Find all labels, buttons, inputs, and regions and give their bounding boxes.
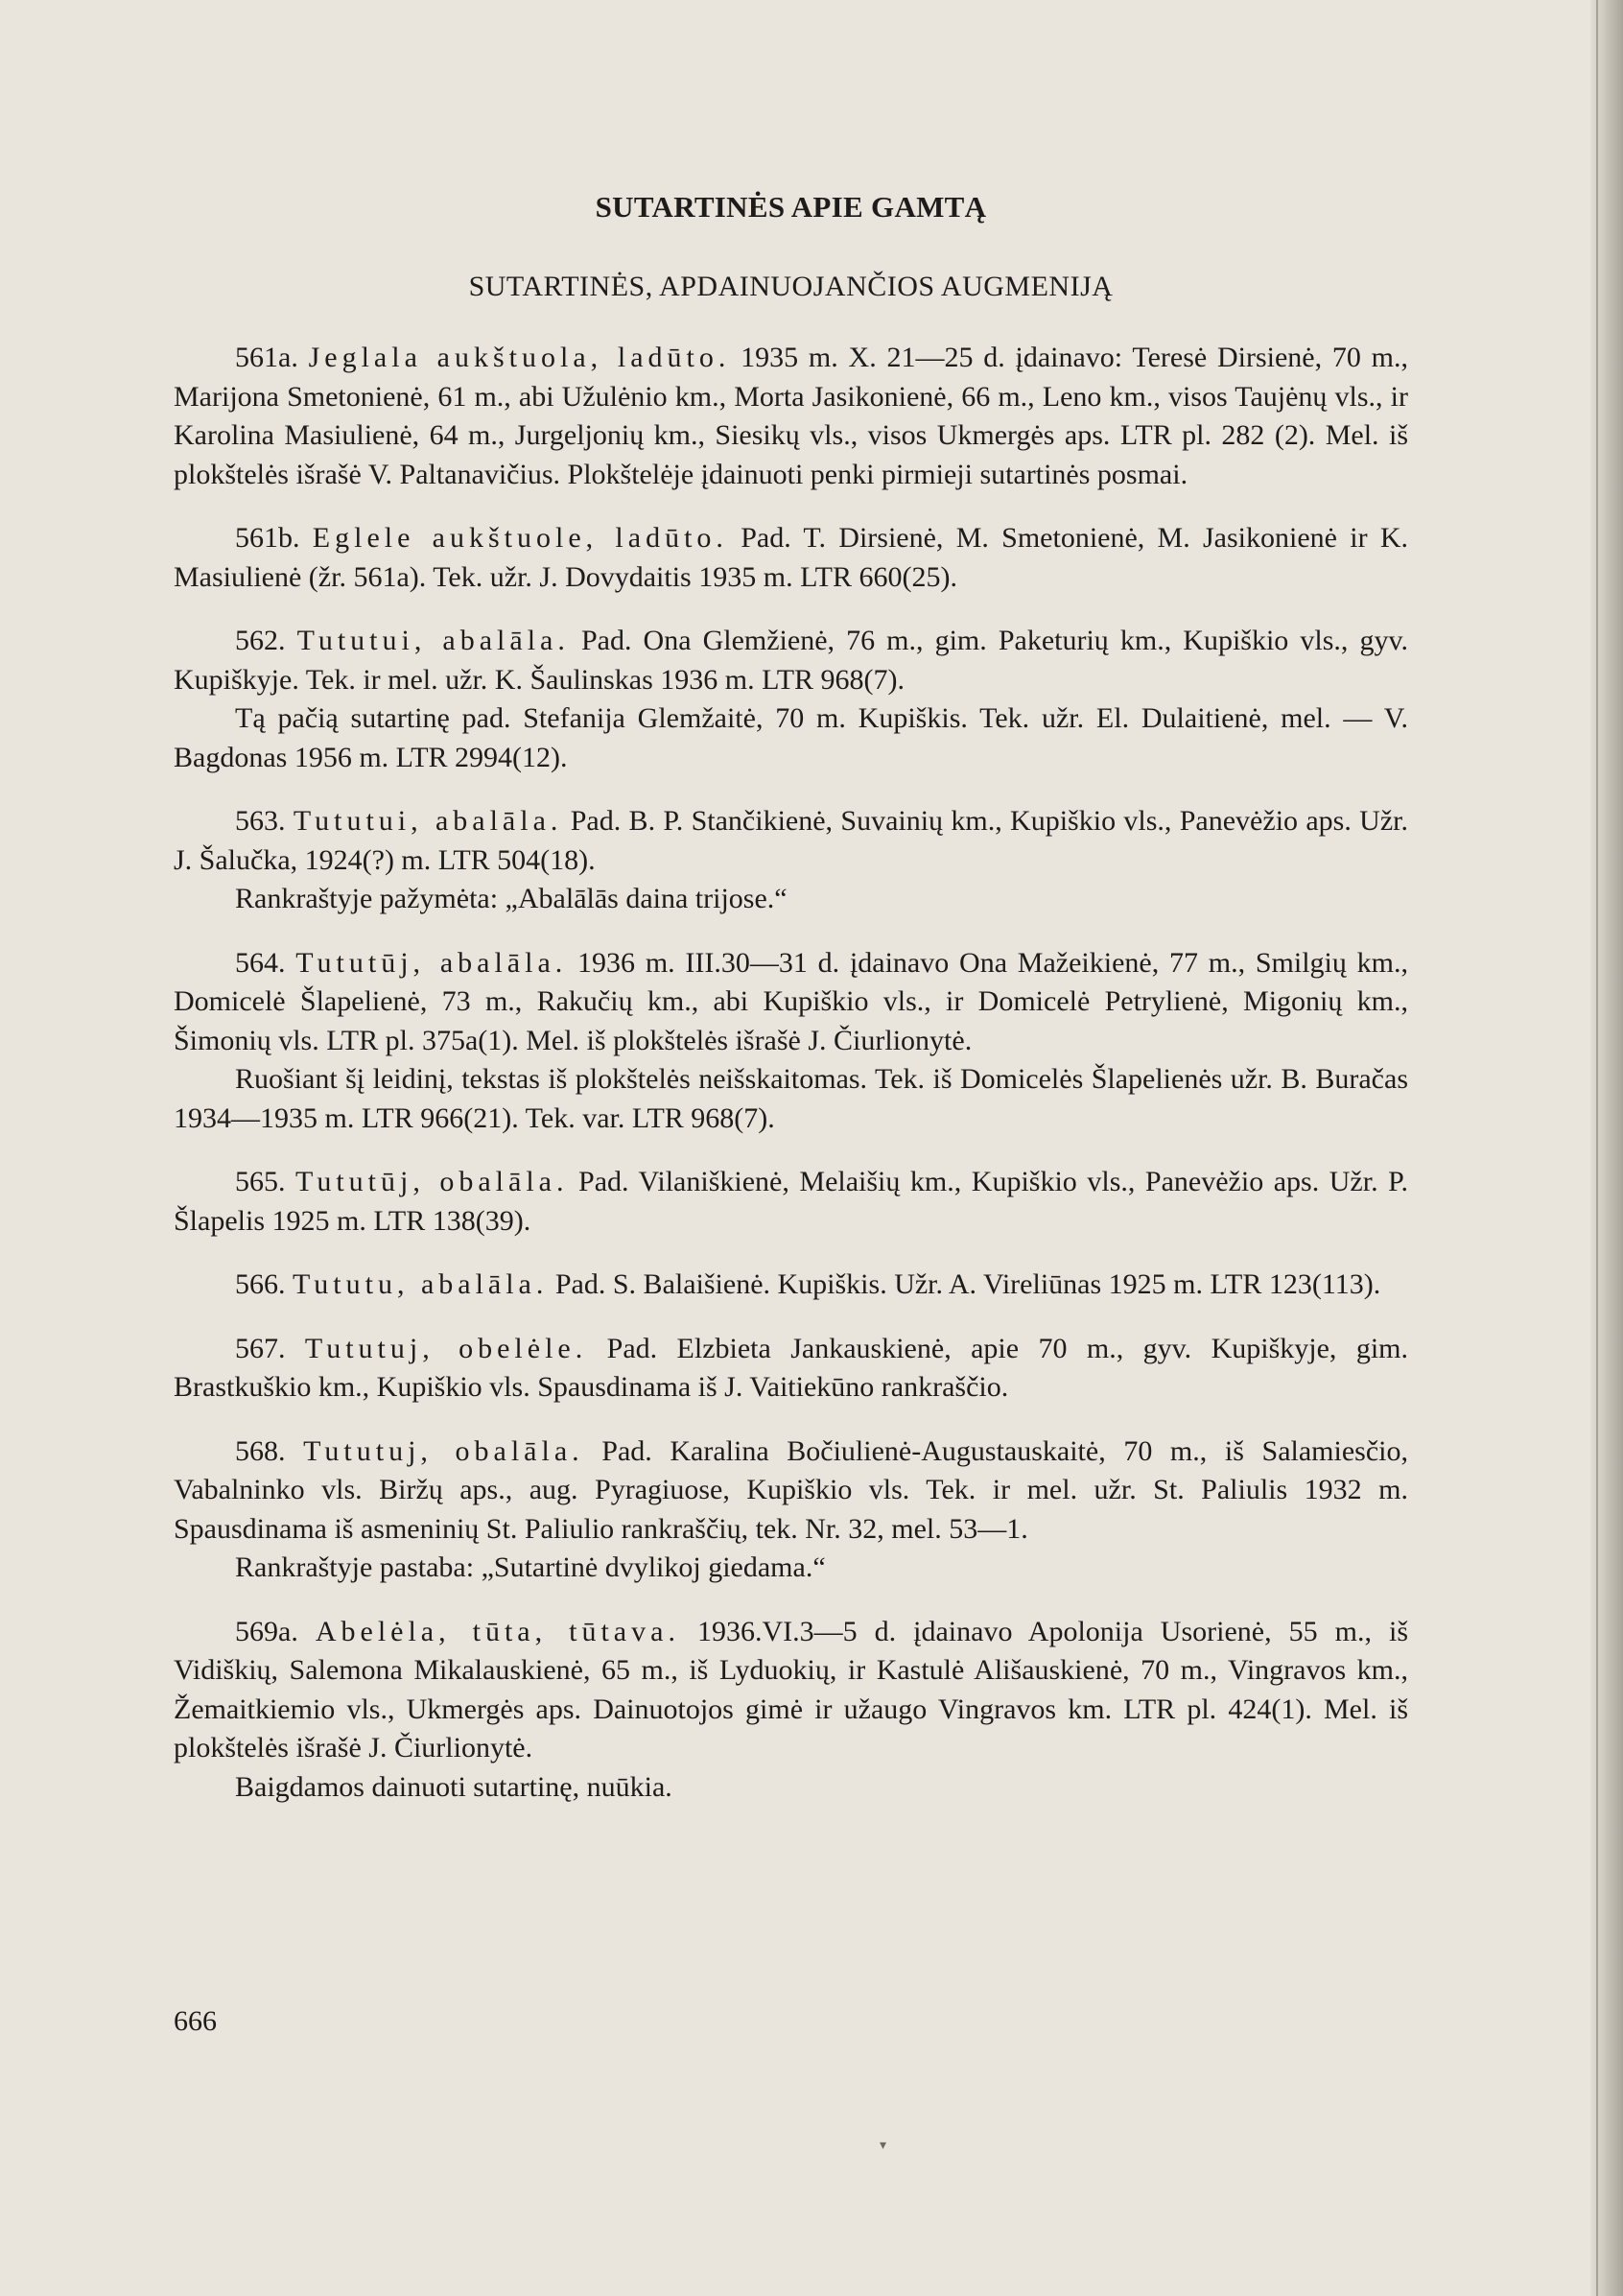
entry	[174, 802, 1408, 919]
entry-text: Ruošiant šį leidinį, tekstas iš plokštelės neišskaitomas. Tek. iš Domicelės Šlapelienės užr. B. Buračas 1934—1935 m. LTR 966(21). Tek. var. LTR 968(7).	[174, 1063, 1408, 1134]
song-title: Jeglala aukštuola, ladūto.	[308, 342, 731, 373]
entry-number: 568.	[235, 1434, 304, 1467]
entry-number: 562.	[235, 625, 297, 656]
song-title: Tututu, abalāla.	[293, 1268, 549, 1300]
entry-text: Pad. Vilaniškienė, Melaišių km., Kupiškio vls., Panevėžio aps. Užr. P. Šlapelis 1925 m. LTR 138(39).	[174, 1166, 1408, 1237]
song-title: Tututūj, abalāla.	[295, 946, 568, 979]
song-title: Tututui, abalāla.	[296, 625, 570, 656]
song-title: Tututuj, obalāla.	[303, 1434, 584, 1467]
entry-text: Tą pačią sutartinę pad. Stefanija Glemžaitė, 70 m. Kupiškis. Tek. užr. El. Dulaitienė, mel. — V. Bagdonas 1956 m. LTR 2994(12).	[174, 702, 1408, 773]
entry	[174, 339, 1408, 494]
entry-paragraph	[174, 1163, 1408, 1241]
entry-text: 1936.VI.3—5 d. įdainavo Apolonija Usorienė, 55 m., iš Vidiškių, Salemona Mikalauskienė, 65 m., iš Lyduokių, ir Kastulė Ališauskienė, 70 m., Vingravos km., Žemaitkiemio vls., Ukmergės aps. Dainuotojos gimė ir užaugo Vingravos km. LTR pl. 424(1). Mel. iš plokštelės išrašė J. Čiurlionytė.	[174, 1615, 1408, 1763]
entry	[174, 519, 1408, 597]
entry-number: 564.	[235, 946, 296, 979]
song-title: Eglele aukštuole, ladūto.	[312, 522, 728, 554]
entry-text: Rankraštyje pastaba: „Sutartinė dvylikoj giedama.“	[235, 1551, 826, 1583]
print-speck-mark: ▾	[880, 2139, 887, 2153]
entry-note-paragraph	[174, 1060, 1408, 1138]
entry-note-paragraph	[174, 1768, 1408, 1808]
entry-note-paragraph	[174, 699, 1408, 777]
entry-paragraph	[174, 1330, 1408, 1408]
song-title: Tututui, abalāla.	[293, 805, 563, 837]
entry-text: Baigdamos dainuoti sutartinę, nuūkia.	[235, 1770, 672, 1803]
entry-paragraph	[174, 1266, 1408, 1305]
page-number: 666	[174, 2005, 217, 2037]
entries-list	[174, 339, 1408, 1807]
entry-paragraph	[174, 622, 1408, 699]
song-title: Tututūj, obalāla.	[295, 1166, 569, 1197]
entry-text: Pad. S. Balaišienė. Kupiškis. Užr. A. Vireliūnas 1925 m. LTR 123(113).	[548, 1268, 1381, 1300]
entry-text: Pad. Elzbieta Jankauskienė, apie 70 m., gyv. Kupiškyje, gim. Brastkuškio km., Kupiškio vls. Spausdinama iš J. Vaitiekūno rankraščio.	[174, 1332, 1408, 1403]
entry	[174, 1432, 1408, 1588]
entry	[174, 1330, 1408, 1408]
entry-text: Pad. B. P. Stančikienė, Suvainių km., Kupiškio vls., Panevėžio aps. Užr. J. Šalučka, 1924(?) m. LTR 504(18).	[174, 805, 1408, 876]
entry-paragraph	[174, 519, 1408, 597]
book-gutter-edge	[1590, 0, 1623, 2296]
entry-number: 563.	[235, 805, 294, 837]
entry	[174, 944, 1408, 1139]
entry-number: 561b.	[235, 522, 313, 554]
entry-text: 1936 m. III.30—31 d. įdainavo Ona Mažeikienė, 77 m., Smilgių km., Domicelė Šlapelienė, 73 m., Rakučių km., abi Kupiškio vls., ir Domicelė Petrylienė, Migonių km., Šimonių vls. LTR pl. 375a(1). Mel. iš plokštelės išrašė J. Čiurlionytė.	[174, 946, 1408, 1056]
entry-text: Pad. Karalina Bočiulienė-Augustauskaitė, 70 m., iš Salamiesčio, Vabalninko vls. Biržų aps., aug. Pyragiuose, Kupiškio vls. Tek. ir mel. užr. St. Paliulis 1932 m. Spausdinama iš asmeninių St. Paliulio rankraščių, tek. Nr. 32, mel. 53—1.	[174, 1434, 1408, 1545]
song-title: Abelėla, tūta, tūtava.	[315, 1615, 680, 1647]
entry-text: 1935 m. X. 21—25 d. įdainavo: Teresė Dirsienė, 70 m., Marijona Smetonienė, 61 m., abi Užulėnio km., Morta Jasikonienė, 66 m., Leno km., visos Taujėnų vls., ir Karolina Masiulienė, 64 m., Jurgeljonių km., Siesikų vls., visos Ukmergės aps. LTR pl. 282 (2). Mel. iš plokštelės išrašė V. Paltanavičius. Plokštelėje įdainuoti penki pirmieji sutartinės posmai.	[174, 342, 1408, 490]
entry-number: 567.	[235, 1332, 305, 1364]
entry-text: Rankraštyje pažymėta: „Abalālās daina trijose.“	[235, 883, 788, 914]
entry-paragraph	[174, 944, 1408, 1061]
entry-paragraph	[174, 802, 1408, 880]
entry-number: 561a.	[235, 342, 309, 373]
entry-text: Pad. Ona Glemžienė, 76 m., gim. Paketurių km., Kupiškio vls., gyv. Kupiškyje. Tek. ir mel. užr. K. Šaulinskas 1936 m. LTR 968(7).	[174, 625, 1408, 696]
song-title: Tututuj, obelėle.	[304, 1332, 588, 1364]
entry-number: 566.	[235, 1268, 293, 1300]
entry	[174, 1266, 1408, 1305]
entry-number: 569a.	[235, 1615, 316, 1647]
entry	[174, 1163, 1408, 1241]
entry-note-paragraph	[174, 880, 1408, 919]
page-content	[174, 190, 1408, 1832]
entry-paragraph	[174, 339, 1408, 494]
entry-text: Pad. T. Dirsienė, M. Smetonienė, M. Jasikonienė ir K. Masiulienė (žr. 561a). Tek. užr. J. Dovydaitis 1935 m. LTR 660(25).	[174, 522, 1408, 593]
page-heading: SUTARTINĖS APIE GAMTĄ	[595, 190, 987, 224]
page-subheading: SUTARTINĖS, APDAINUOJANČIOS AUGMENIJĄ	[468, 271, 1114, 302]
entry-paragraph	[174, 1613, 1408, 1768]
entry-note-paragraph	[174, 1549, 1408, 1588]
entry	[174, 622, 1408, 777]
entry	[174, 1613, 1408, 1808]
entry-number: 565.	[235, 1166, 296, 1197]
entry-paragraph	[174, 1432, 1408, 1550]
